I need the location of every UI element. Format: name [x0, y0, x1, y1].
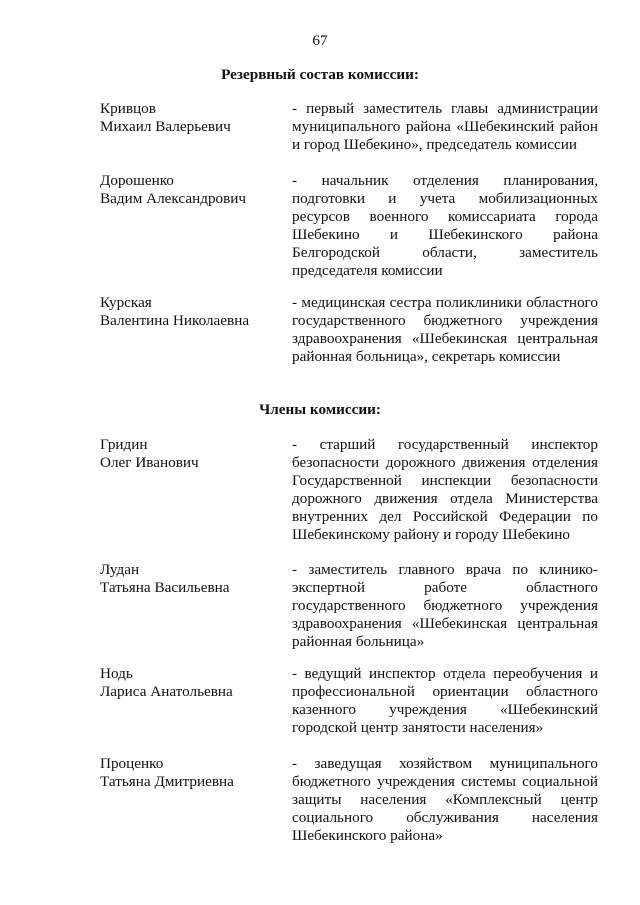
person-name	[100, 172, 285, 208]
surname: Курская	[100, 294, 152, 311]
surname: Кривцов	[100, 100, 156, 117]
page-number: 67	[312, 32, 328, 49]
members-heading: Члены комиссии:	[259, 401, 381, 418]
person-name	[100, 294, 285, 330]
given-name: Олег Иванович	[100, 454, 199, 471]
person-name	[100, 755, 285, 791]
person-name	[100, 665, 285, 701]
person-role: - медицинская сестра поликлиники областного государственного бюджетного учреждения здравоохранения «Шебекинская центральная районная больница», секретарь комиссии	[292, 294, 598, 365]
person-name	[100, 436, 285, 472]
person-role: - начальник отделения планирования, подготовки и учета мобилизационных ресурсов военного комиссариата города Шебекино и Шебекинского района Белгородской области, заместитель председателя комиссии	[292, 172, 598, 279]
surname: Нодь	[100, 665, 133, 682]
given-name: Вадим Александрович	[100, 190, 247, 207]
person-name	[100, 561, 285, 597]
surname: Дорошенко	[100, 172, 174, 189]
surname: Гридин	[100, 436, 148, 453]
given-name: Валентина Николаевна	[100, 312, 250, 329]
surname: Лудан	[100, 561, 140, 578]
person-name	[100, 100, 285, 136]
given-name: Лариса Анатольевна	[100, 683, 233, 700]
person-role: - заведущая хозяйством муниципального бюджетного учреждения системы социальной защиты населения «Комплексный центр социального обслуживания населения Шебекинского района»	[292, 755, 598, 844]
person-role: - ведущий инспектор отдела переобучения и профессиональной ориентации областного казенного учреждения «Шебекинский городской центр занятости населения»	[292, 665, 598, 736]
surname: Проценко	[100, 755, 164, 772]
given-name: Татьяна Дмитриевна	[100, 773, 234, 790]
reserve-heading: Резервный состав комиссии:	[221, 66, 419, 83]
person-role: - заместитель главного врача по клинико-экспертной работе областного государственного бюджетного учреждения здравоохранения «Шебекинская центральная районная больница»	[292, 561, 598, 650]
given-name: Татьяна Васильевна	[100, 579, 230, 596]
person-role: - первый заместитель главы администрации муниципального района «Шебекинский район и город Шебекино», председатель комиссии	[292, 100, 598, 153]
person-role: - старший государственный инспектор безопасности дорожного движения отделения Государственной инспекции безопасности дорожного движения отдела Министерства внутренних дел Российской Федерации по Шебекинскому району и городу Шебекино	[292, 436, 598, 543]
given-name: Михаил Валерьевич	[100, 118, 231, 135]
